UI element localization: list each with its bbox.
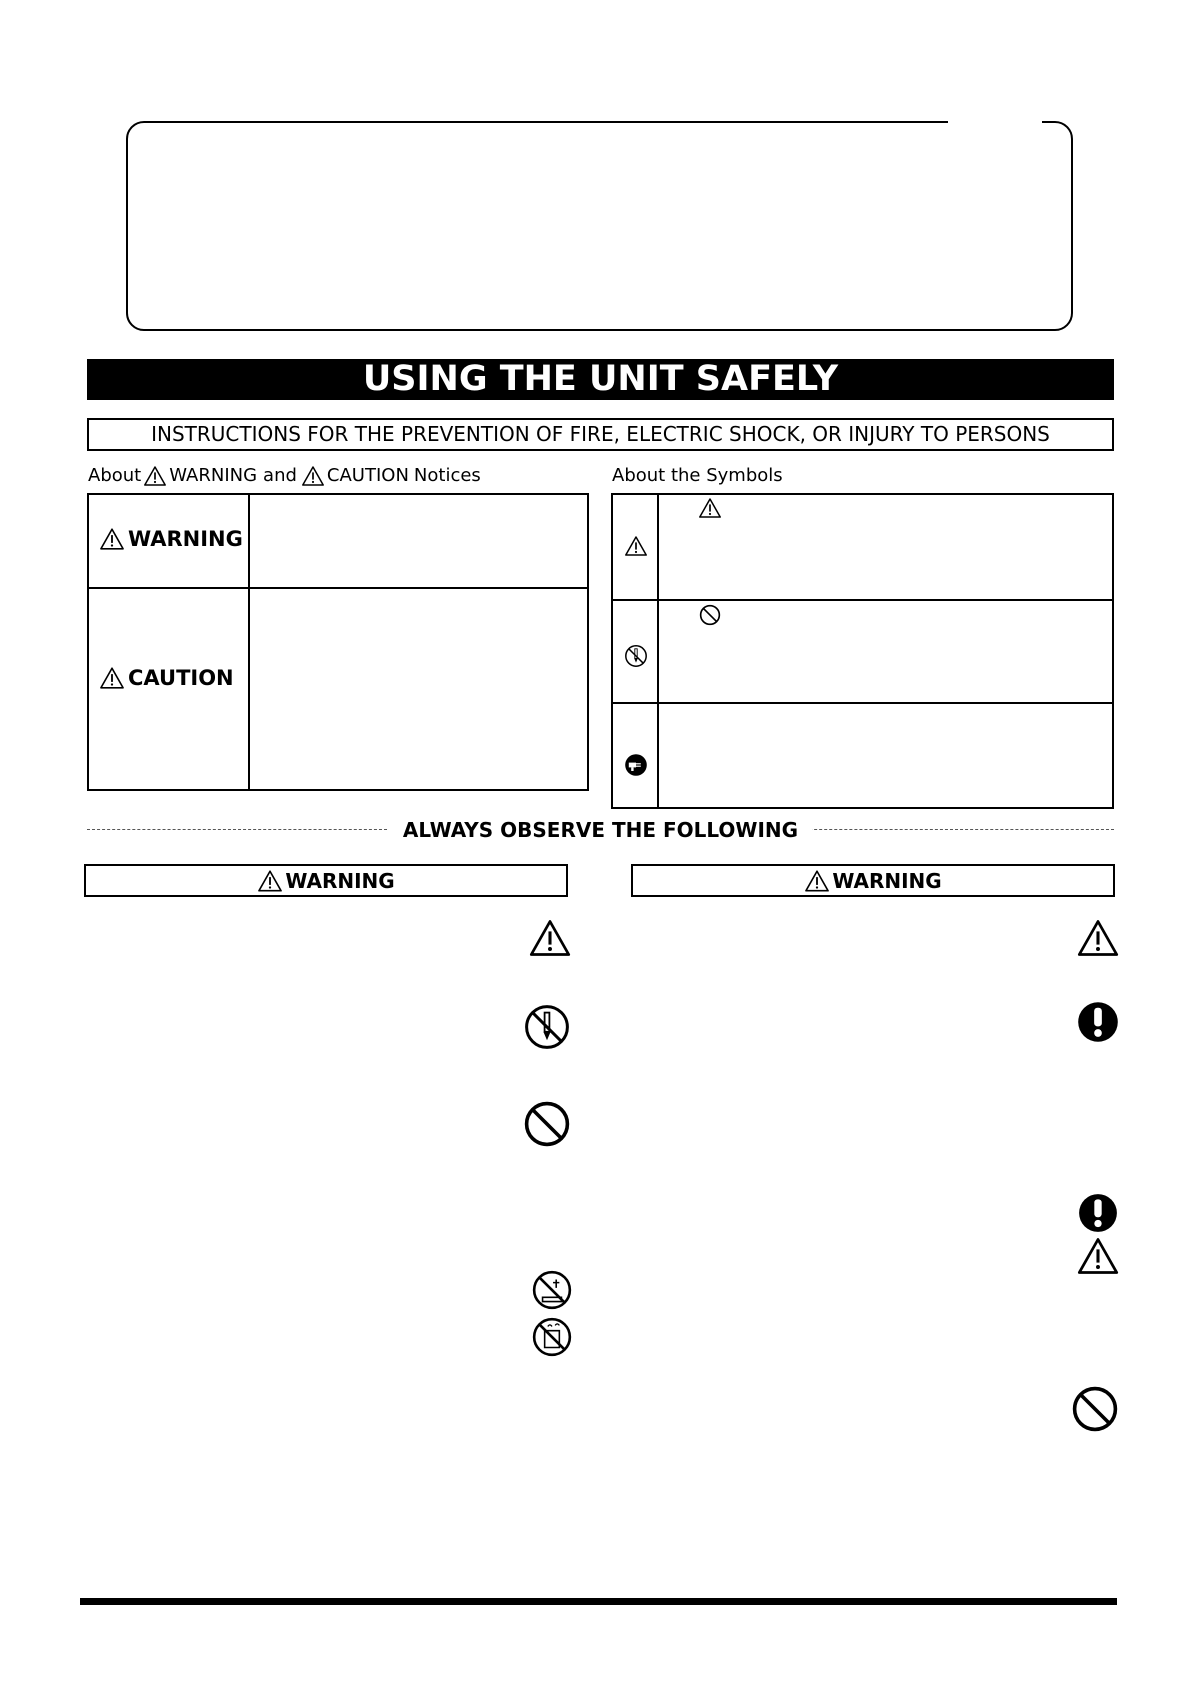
symbols-table xyxy=(611,493,1114,809)
warning-triangle-icon xyxy=(99,527,125,551)
notices-notices-text: Notices xyxy=(413,465,481,486)
do-not-disassemble-icon xyxy=(624,644,648,668)
symbols-heading: About the Symbols xyxy=(612,465,783,486)
page-title: USING THE UNIT SAFELY xyxy=(87,359,1114,400)
mandatory-action-icon xyxy=(1076,1000,1120,1044)
right-warning-header xyxy=(631,864,1115,897)
mandatory-action-icon xyxy=(1077,1192,1119,1234)
warning-notice-text: WARNING xyxy=(128,527,243,551)
prohibition-icon xyxy=(1071,1385,1119,1433)
no-wet-hands-icon xyxy=(531,1316,573,1358)
right-warning-header-text: WARNING xyxy=(832,868,942,893)
warning-triangle-icon xyxy=(99,666,125,690)
observe-heading-row xyxy=(87,818,1114,842)
warning-triangle-icon xyxy=(804,869,830,893)
small-prohibition-icon xyxy=(699,604,721,626)
warning-triangle-icon xyxy=(257,869,283,893)
instructions-heading: INSTRUCTIONS FOR THE PREVENTION OF FIRE, ELECTRIC SHOCK, OR INJURY TO PERSONS xyxy=(87,418,1114,451)
warning-notice-label xyxy=(99,527,243,551)
warning-triangle-icon xyxy=(143,465,167,487)
notices-table xyxy=(87,493,589,791)
notices-warning-text: WARNING xyxy=(169,465,258,486)
notice-frame xyxy=(126,121,1073,331)
warning-triangle-icon xyxy=(1076,1236,1120,1276)
do-not-disassemble-icon xyxy=(523,1003,571,1051)
caution-notice-text: CAUTION xyxy=(128,666,234,690)
unplug-power-icon xyxy=(624,753,648,777)
prohibition-icon xyxy=(523,1100,571,1148)
warning-triangle-icon xyxy=(301,465,325,487)
warning-triangle-icon xyxy=(1076,918,1120,958)
warning-triangle-icon xyxy=(528,918,572,958)
notices-about-text: About xyxy=(88,465,142,486)
bottom-rule xyxy=(80,1598,1117,1605)
caution-notice-label xyxy=(99,666,234,690)
observe-heading: ALWAYS OBSERVE THE FOLLOWING xyxy=(389,818,812,842)
notices-caution-text: CAUTION xyxy=(326,465,409,486)
notices-heading xyxy=(88,465,481,487)
small-triangle-icon xyxy=(698,497,722,519)
notices-and-text: and xyxy=(263,465,297,486)
notice-frame-gap xyxy=(948,114,1042,126)
left-warning-header-text: WARNING xyxy=(285,868,395,893)
left-warning-header xyxy=(84,864,568,897)
warning-triangle-icon xyxy=(624,535,648,557)
no-water-icon xyxy=(531,1269,573,1311)
